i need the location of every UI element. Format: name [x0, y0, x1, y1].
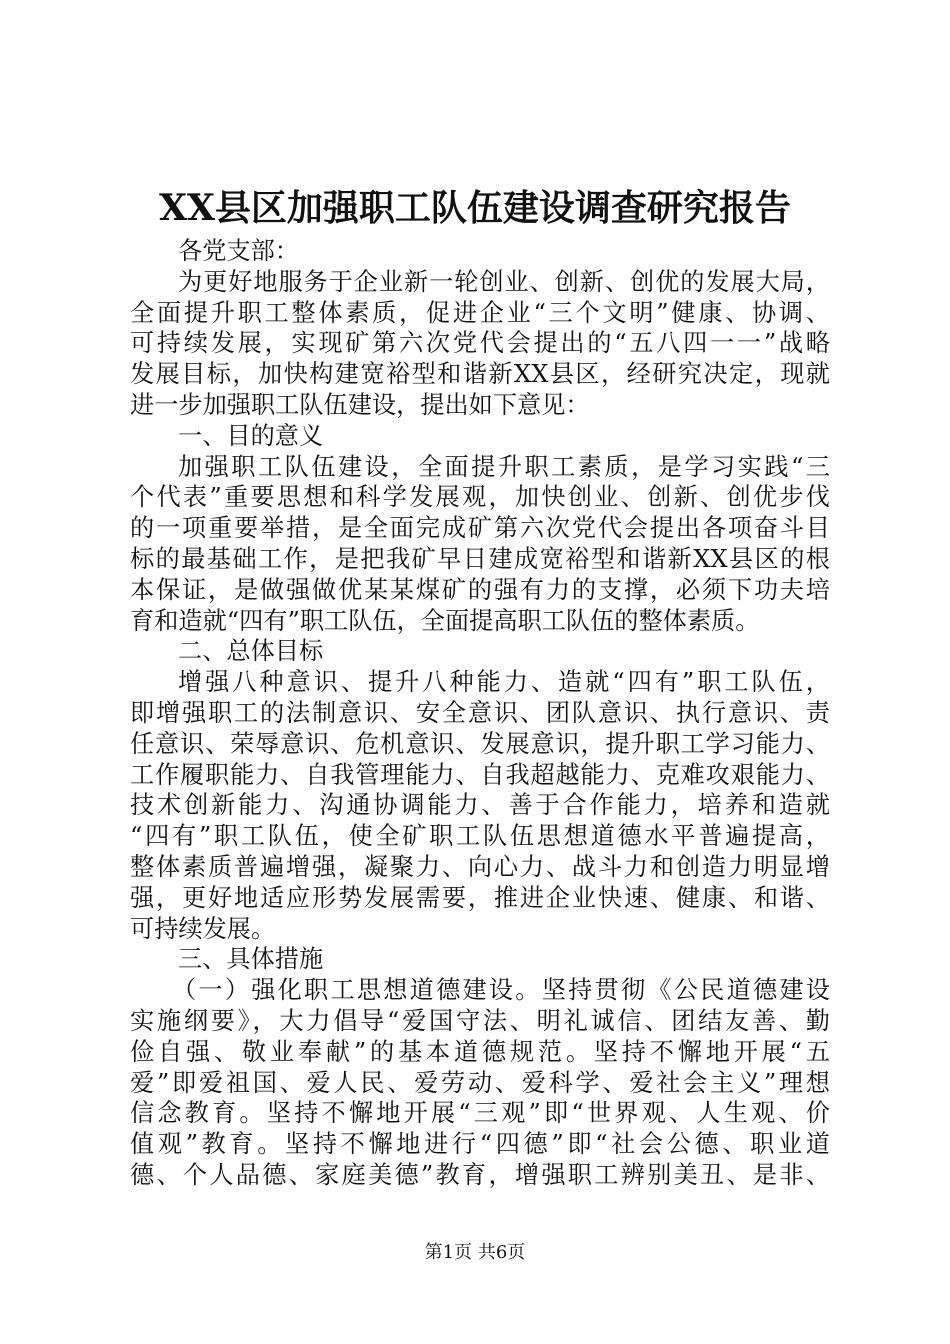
- paragraph-line: 可持续发展。: [130, 914, 276, 943]
- paragraph-line: “四有”职工队伍，使全矿职工队伍思想道德水平普遍提高，: [130, 822, 830, 851]
- paragraph-line: 值观”教育。坚持不懈地进行“四德”即“社会公德、职业道: [130, 1130, 830, 1159]
- paragraph-line: 的一项重要举措，是全面完成矿第六次党代会提出各项奋斗目: [130, 514, 830, 543]
- paragraph-line: 技术创新能力、沟通协调能力、善于合作能力，培养和造就: [130, 791, 830, 820]
- paragraph-line: 实施纲要》，大力倡导“爱国守法、明礼诚信、团结友善、勤: [130, 1006, 830, 1035]
- paragraph-line: 标的最基础工作，是把我矿早日建成宽裕型和谐新XX县区的根: [130, 544, 830, 573]
- paragraph-line: 可持续发展，实现矿第六次党代会提出的“五八四一一”战略: [130, 329, 830, 358]
- paragraph-line: 个代表”重要思想和科学发展观，加快创业、创新、创优步伐: [130, 483, 830, 512]
- section-heading-measures: 三、具体措施: [178, 945, 324, 974]
- salutation-line: 各党支部：: [178, 237, 299, 265]
- paragraph-line: 增强八种意识、提升八种能力、造就“四有”职工队伍，: [178, 668, 830, 697]
- section-heading-overall-goal: 二、总体目标: [178, 637, 324, 666]
- paragraph-line: 加强职工队伍建设，全面提升职工素质，是学习实践“三: [178, 452, 830, 481]
- paragraph-line: 强，更好地适应形势发展需要，推进企业快速、健康、和谐、: [130, 883, 830, 912]
- paragraph-line: 发展目标，加快构建宽裕型和谐新XX县区，经研究决定，现就: [130, 360, 830, 389]
- paragraph-line: 进一步加强职工队伍建设，提出如下意见：: [130, 390, 590, 419]
- paragraph-line: 育和造就“四有”职工队伍，全面提高职工队伍的整体素质。: [130, 606, 760, 635]
- paragraph-line: 即增强职工的法制意识、安全意识、团队意识、执行意识、责: [130, 698, 830, 727]
- paragraph-line: 德、个人品德、家庭美德”教育，增强职工辨别美丑、是非、: [130, 1160, 830, 1189]
- paragraph-line: （一）强化职工思想道德建设。坚持贯彻《公民道德建设: [172, 976, 830, 1005]
- paragraph-line: 整体素质普遍增强，凝聚力、向心力、战斗力和创造力明显增: [130, 852, 830, 881]
- page-number-footer: 第1页 共6页: [424, 1242, 526, 1263]
- paragraph-line: 任意识、荣辱意识、危机意识、发展意识，提升职工学习能力、: [130, 729, 830, 758]
- paragraph-line: 俭自强、敬业奉献”的基本道德规范。坚持不懈地开展“五: [130, 1037, 830, 1066]
- paragraph-line: 全面提升职工整体素质，促进企业“三个文明”健康、协调、: [130, 298, 830, 327]
- paragraph-line: 本保证，是做强做优某某煤矿的强有力的支撑，必须下功夫培: [130, 575, 830, 604]
- paragraph-line: 为更好地服务于企业新一轮创业、创新、创优的发展大局，: [178, 267, 830, 296]
- paragraph-line: 信念教育。坚持不懈地开展“三观”即“世界观、人生观、价: [130, 1099, 830, 1128]
- paragraph-line: 爱”即爱祖国、爱人民、爱劳动、爱科学、爱社会主义”理想: [130, 1068, 830, 1097]
- document-body: [130, 236, 830, 1191]
- document-title: XX县区加强职工队伍建设调查研究报告: [159, 187, 791, 229]
- paragraph-line: 工作履职能力、自我管理能力、自我超越能力、克难攻艰能力、: [130, 760, 830, 789]
- section-heading-purpose: 一、目的意义: [178, 421, 324, 450]
